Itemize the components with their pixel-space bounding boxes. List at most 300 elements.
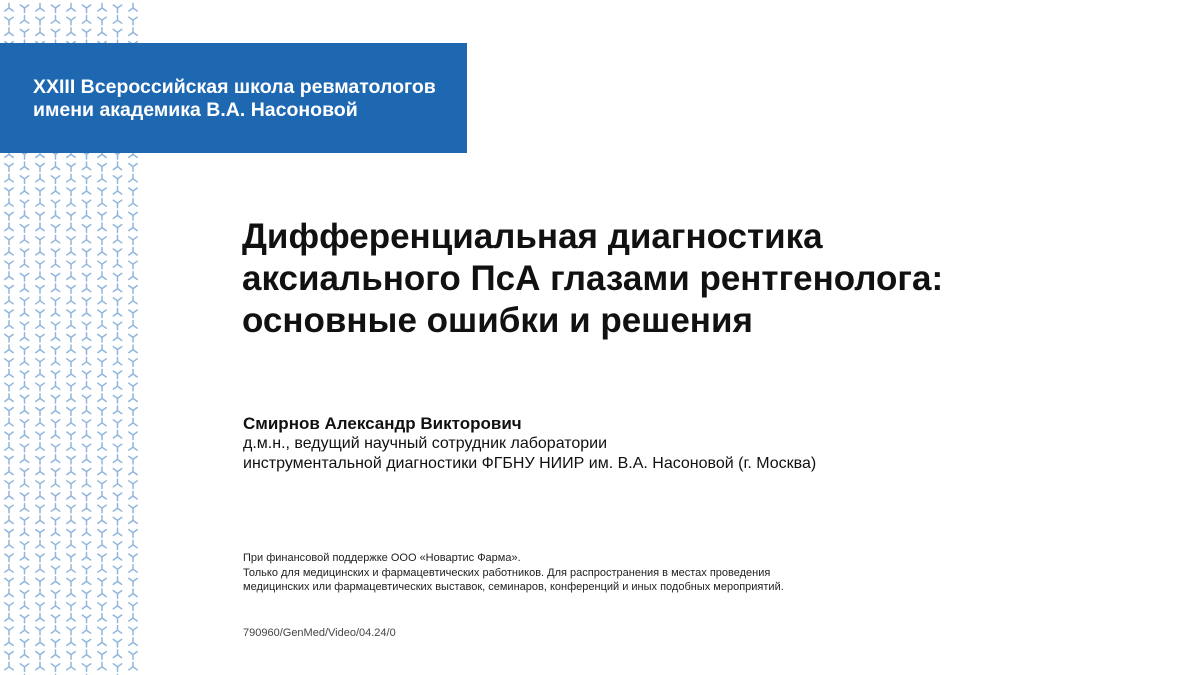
y-motif-icon <box>36 530 44 538</box>
y-motif-icon <box>113 479 121 487</box>
y-motif-icon <box>129 286 137 294</box>
y-motif-icon <box>129 212 137 220</box>
sponsor-disclaimer <box>243 551 784 595</box>
y-motif-icon <box>82 577 90 585</box>
y-motif-icon <box>5 212 13 220</box>
title-line-3: основные ошибки и решения <box>242 301 753 340</box>
y-motif-icon <box>67 652 75 660</box>
y-motif-icon <box>36 540 44 548</box>
y-motif-icon <box>67 418 75 426</box>
y-motif-icon <box>51 395 59 403</box>
y-motif-icon <box>51 347 59 355</box>
y-motif-icon <box>20 528 28 536</box>
y-motif-icon <box>98 589 106 597</box>
y-motif-icon <box>36 456 44 464</box>
y-motif-icon <box>98 505 106 513</box>
y-motif-icon <box>36 383 44 391</box>
y-motif-icon <box>20 225 28 233</box>
y-motif-icon <box>51 664 59 672</box>
y-motif-icon <box>20 382 28 390</box>
y-motif-icon <box>82 235 90 243</box>
y-motif-icon <box>82 664 90 672</box>
y-motif-icon <box>36 505 44 513</box>
y-motif-icon <box>51 650 59 658</box>
y-motif-icon <box>129 345 137 353</box>
y-motif-icon <box>98 418 106 426</box>
y-motif-icon <box>98 408 106 416</box>
y-motif-icon <box>67 394 75 402</box>
y-motif-icon <box>113 504 121 512</box>
y-motif-icon <box>82 162 90 170</box>
y-motif-icon <box>113 406 121 414</box>
y-motif-icon <box>98 310 106 318</box>
y-motif-icon <box>67 261 75 269</box>
y-motif-icon <box>5 247 13 255</box>
y-motif-icon <box>129 467 137 475</box>
y-motif-icon <box>82 249 90 257</box>
y-motif-icon <box>36 3 44 11</box>
y-motif-icon <box>67 516 75 524</box>
y-motif-icon <box>5 383 13 391</box>
y-motif-icon <box>129 516 137 524</box>
y-motif-icon <box>5 418 13 426</box>
y-motif-icon <box>129 28 137 36</box>
y-motif-icon <box>129 223 137 231</box>
y-motif-icon <box>98 638 106 646</box>
y-motif-icon <box>82 382 90 390</box>
y-motif-icon <box>5 408 13 416</box>
y-motif-icon <box>20 200 28 208</box>
y-motif-icon <box>129 627 137 635</box>
y-motif-icon <box>67 334 75 342</box>
y-motif-icon <box>98 491 106 499</box>
y-motif-icon <box>51 406 59 414</box>
y-motif-icon <box>113 162 121 170</box>
y-motif-icon <box>67 603 75 611</box>
y-motif-icon <box>98 540 106 548</box>
y-motif-icon <box>51 455 59 463</box>
y-motif-icon <box>5 540 13 548</box>
y-motif-icon <box>82 308 90 316</box>
y-motif-icon <box>51 200 59 208</box>
y-motif-icon <box>20 664 28 672</box>
y-motif-icon <box>98 28 106 36</box>
y-motif-icon <box>82 260 90 268</box>
y-motif-icon <box>36 662 44 670</box>
y-motif-icon <box>20 235 28 243</box>
y-motif-icon <box>20 639 28 647</box>
y-motif-icon <box>82 420 90 428</box>
y-motif-icon <box>51 5 59 13</box>
y-motif-icon <box>36 247 44 255</box>
y-motif-icon <box>20 626 28 634</box>
y-motif-icon <box>67 345 75 353</box>
y-motif-icon <box>82 566 90 574</box>
y-motif-icon <box>51 29 59 37</box>
y-motif-icon <box>82 406 90 414</box>
y-motif-icon <box>51 528 59 536</box>
y-motif-icon <box>129 394 137 402</box>
y-motif-icon <box>129 310 137 318</box>
y-motif-icon <box>5 272 13 280</box>
y-motif-icon <box>113 322 121 330</box>
y-motif-icon <box>98 369 106 377</box>
y-motif-icon <box>113 273 121 281</box>
y-motif-icon <box>129 296 137 304</box>
y-motif-icon <box>36 443 44 451</box>
y-motif-icon <box>51 479 59 487</box>
y-motif-icon <box>82 347 90 355</box>
y-motif-icon <box>129 638 137 646</box>
y-motif-icon <box>36 164 44 172</box>
y-motif-icon <box>98 467 106 475</box>
y-motif-icon <box>51 298 59 306</box>
y-motif-icon <box>20 298 28 306</box>
y-motif-icon <box>67 174 75 182</box>
y-motif-icon <box>98 432 106 440</box>
presentation-title <box>242 216 943 342</box>
y-motif-icon <box>36 554 44 562</box>
y-motif-icon <box>129 359 137 367</box>
y-motif-icon <box>67 28 75 36</box>
y-motif-icon <box>51 517 59 525</box>
y-motif-icon <box>113 29 121 37</box>
y-motif-icon <box>82 176 90 184</box>
y-motif-icon <box>82 444 90 452</box>
y-motif-icon <box>5 188 13 196</box>
y-motif-icon <box>5 652 13 660</box>
y-motif-icon <box>20 357 28 365</box>
y-motif-icon <box>113 298 121 306</box>
y-motif-icon <box>67 321 75 329</box>
y-motif-icon <box>129 174 137 182</box>
y-motif-icon <box>51 542 59 550</box>
y-motif-icon <box>36 432 44 440</box>
y-motif-icon <box>36 174 44 182</box>
y-motif-icon <box>51 493 59 501</box>
y-motif-icon <box>51 566 59 574</box>
y-motif-icon <box>82 455 90 463</box>
y-motif-icon <box>113 211 121 219</box>
y-motif-icon <box>20 211 28 219</box>
y-motif-icon <box>5 578 13 586</box>
y-motif-icon <box>20 444 28 452</box>
y-motif-icon <box>98 383 106 391</box>
y-motif-icon <box>36 17 44 25</box>
y-motif-icon <box>5 432 13 440</box>
y-motif-icon <box>36 408 44 416</box>
y-motif-icon <box>67 467 75 475</box>
y-motif-icon <box>113 577 121 585</box>
y-motif-icon <box>98 530 106 538</box>
y-motif-icon <box>5 261 13 269</box>
y-motif-icon <box>67 223 75 231</box>
y-motif-icon <box>67 662 75 670</box>
y-motif-icon <box>129 272 137 280</box>
y-motif-icon <box>129 418 137 426</box>
y-motif-icon <box>20 406 28 414</box>
y-motif-icon <box>67 247 75 255</box>
y-motif-icon <box>5 286 13 294</box>
y-motif-icon <box>98 272 106 280</box>
y-motif-icon <box>36 272 44 280</box>
speaker-detail-1: д.м.н., ведущий научный сотрудник лаборатории <box>243 435 608 452</box>
y-motif-icon <box>113 260 121 268</box>
y-motif-icon <box>98 296 106 304</box>
material-code: 790960/GenMed/Video/04.24/0 <box>243 627 396 639</box>
y-motif-icon <box>67 310 75 318</box>
y-motif-icon <box>5 613 13 621</box>
y-motif-icon <box>51 333 59 341</box>
title-line-2: аксиального ПсА глазами рентгенолога: <box>242 259 944 298</box>
y-motif-icon <box>98 3 106 11</box>
y-motif-icon <box>113 601 121 609</box>
y-motif-icon <box>5 530 13 538</box>
y-motif-icon <box>129 540 137 548</box>
y-motif-icon <box>36 237 44 245</box>
y-motif-icon <box>113 650 121 658</box>
y-motif-icon <box>20 479 28 487</box>
y-motif-icon <box>98 188 106 196</box>
y-motif-icon <box>129 481 137 489</box>
y-motif-icon <box>82 322 90 330</box>
y-motif-icon <box>129 261 137 269</box>
y-motif-icon <box>20 615 28 623</box>
y-motif-icon <box>113 542 121 550</box>
y-motif-icon <box>67 456 75 464</box>
y-motif-icon <box>20 371 28 379</box>
y-motif-icon <box>5 17 13 25</box>
y-motif-icon <box>5 28 13 36</box>
school-header-band <box>0 43 467 153</box>
y-motif-icon <box>20 517 28 525</box>
y-motif-icon <box>113 444 121 452</box>
y-motif-icon <box>36 652 44 660</box>
y-motif-icon <box>98 212 106 220</box>
y-motif-icon <box>129 589 137 597</box>
y-motif-icon <box>5 164 13 172</box>
y-motif-icon <box>113 186 121 194</box>
y-motif-icon <box>51 249 59 257</box>
y-motif-icon <box>129 565 137 573</box>
y-motif-icon <box>20 420 28 428</box>
y-motif-icon <box>51 284 59 292</box>
y-motif-icon <box>113 225 121 233</box>
y-motif-icon <box>82 298 90 306</box>
y-motif-icon <box>129 578 137 586</box>
y-motif-icon <box>67 188 75 196</box>
y-motif-icon <box>5 174 13 182</box>
y-motif-icon <box>67 481 75 489</box>
y-motif-icon <box>98 627 106 635</box>
y-motif-icon <box>98 578 106 586</box>
y-motif-icon <box>113 615 121 623</box>
y-motif-icon <box>5 359 13 367</box>
y-motif-icon <box>129 662 137 670</box>
y-motif-icon <box>82 5 90 13</box>
y-motif-icon <box>5 199 13 207</box>
y-motif-icon <box>20 469 28 477</box>
y-motif-icon <box>5 321 13 329</box>
y-motif-icon <box>67 432 75 440</box>
y-motif-icon <box>98 261 106 269</box>
y-motif-icon <box>67 638 75 646</box>
y-motif-icon <box>98 223 106 231</box>
y-motif-icon <box>20 322 28 330</box>
y-motif-icon <box>113 308 121 316</box>
y-motif-icon <box>113 469 121 477</box>
y-motif-icon <box>5 505 13 513</box>
y-motif-icon <box>113 284 121 292</box>
y-motif-icon <box>129 456 137 464</box>
y-motif-icon <box>82 626 90 634</box>
y-motif-icon <box>20 284 28 292</box>
y-motif-icon <box>36 212 44 220</box>
y-motif-icon <box>5 334 13 342</box>
y-motif-icon <box>20 333 28 341</box>
y-motif-icon <box>36 223 44 231</box>
y-motif-icon <box>82 601 90 609</box>
y-motif-icon <box>82 200 90 208</box>
y-motif-icon <box>5 491 13 499</box>
y-motif-icon <box>67 369 75 377</box>
y-motif-icon <box>5 394 13 402</box>
y-motif-icon <box>82 479 90 487</box>
y-motif-icon <box>67 272 75 280</box>
y-motif-icon <box>36 321 44 329</box>
y-motif-icon <box>98 662 106 670</box>
y-motif-icon <box>82 371 90 379</box>
y-motif-icon <box>5 638 13 646</box>
y-motif-icon <box>98 286 106 294</box>
y-motif-icon <box>67 589 75 597</box>
y-motif-icon <box>51 186 59 194</box>
y-motif-icon <box>51 235 59 243</box>
y-motif-icon <box>5 223 13 231</box>
disclaimer-line-2: Только для медицинских и фармацевтических работников. Для распространения в местах проведения <box>243 566 771 579</box>
y-motif-icon <box>20 186 28 194</box>
y-motif-icon <box>82 504 90 512</box>
y-motif-icon <box>129 408 137 416</box>
y-motif-icon <box>36 359 44 367</box>
y-motif-icon <box>82 615 90 623</box>
y-motif-icon <box>82 284 90 292</box>
y-motif-icon <box>113 639 121 647</box>
speaker-detail-2: инструментальной диагностики ФГБНУ НИИР им. В.А. Насоновой (г. Москва) <box>243 455 817 472</box>
y-motif-icon <box>98 334 106 342</box>
y-motif-icon <box>51 382 59 390</box>
y-motif-icon <box>113 347 121 355</box>
y-motif-icon <box>67 359 75 367</box>
y-motif-icon <box>20 601 28 609</box>
y-motif-icon <box>67 286 75 294</box>
y-motif-icon <box>20 552 28 560</box>
y-motif-icon <box>82 591 90 599</box>
y-motif-icon <box>51 225 59 233</box>
y-motif-icon <box>20 16 28 24</box>
y-motif-icon <box>20 273 28 281</box>
y-motif-icon <box>113 16 121 24</box>
y-motif-icon <box>20 455 28 463</box>
y-motif-icon <box>36 578 44 586</box>
y-motif-icon <box>67 199 75 207</box>
y-motif-icon <box>129 188 137 196</box>
y-motif-icon <box>20 162 28 170</box>
y-motif-icon <box>51 420 59 428</box>
y-motif-icon <box>51 430 59 438</box>
y-motif-icon <box>67 17 75 25</box>
y-motif-icon <box>67 613 75 621</box>
y-motif-icon <box>51 577 59 585</box>
y-motif-icon <box>36 481 44 489</box>
y-motif-icon <box>36 627 44 635</box>
y-motif-icon <box>5 554 13 562</box>
y-motif-icon <box>20 504 28 512</box>
y-motif-icon <box>51 16 59 24</box>
y-motif-icon <box>82 552 90 560</box>
y-motif-icon <box>129 505 137 513</box>
y-motif-icon <box>98 456 106 464</box>
y-motif-icon <box>82 395 90 403</box>
speaker-block <box>243 413 816 474</box>
y-motif-icon <box>67 578 75 586</box>
y-motif-icon <box>113 176 121 184</box>
y-motif-icon <box>20 493 28 501</box>
y-motif-icon <box>5 443 13 451</box>
y-motif-icon <box>82 493 90 501</box>
y-motif-icon <box>20 308 28 316</box>
y-motif-icon <box>113 382 121 390</box>
title-line-1: Дифференциальная диагностика <box>242 217 823 256</box>
y-motif-icon <box>98 247 106 255</box>
y-motif-icon <box>20 577 28 585</box>
y-motif-icon <box>67 408 75 416</box>
y-motif-icon <box>98 321 106 329</box>
y-motif-icon <box>98 164 106 172</box>
y-motif-icon <box>67 505 75 513</box>
y-motif-icon <box>82 639 90 647</box>
y-motif-icon <box>20 430 28 438</box>
y-motif-icon <box>98 17 106 25</box>
y-motif-icon <box>113 395 121 403</box>
y-motif-icon <box>113 371 121 379</box>
y-motif-icon <box>36 418 44 426</box>
y-motif-icon <box>5 662 13 670</box>
y-motif-icon <box>5 345 13 353</box>
y-motif-icon <box>98 443 106 451</box>
y-motif-icon <box>98 603 106 611</box>
y-motif-icon <box>98 481 106 489</box>
y-motif-icon <box>82 333 90 341</box>
y-motif-icon <box>113 552 121 560</box>
y-motif-icon <box>82 16 90 24</box>
y-motif-icon <box>98 394 106 402</box>
y-motif-icon <box>36 565 44 573</box>
y-motif-icon <box>67 383 75 391</box>
y-motif-icon <box>67 443 75 451</box>
y-motif-icon <box>20 566 28 574</box>
y-motif-icon <box>113 357 121 365</box>
y-motif-icon <box>98 237 106 245</box>
y-motif-icon <box>20 5 28 13</box>
y-motif-icon <box>5 467 13 475</box>
y-motif-icon <box>51 591 59 599</box>
y-motif-icon <box>5 589 13 597</box>
y-motif-icon <box>129 237 137 245</box>
y-motif-icon <box>36 603 44 611</box>
y-motif-icon <box>36 394 44 402</box>
y-motif-icon <box>36 613 44 621</box>
